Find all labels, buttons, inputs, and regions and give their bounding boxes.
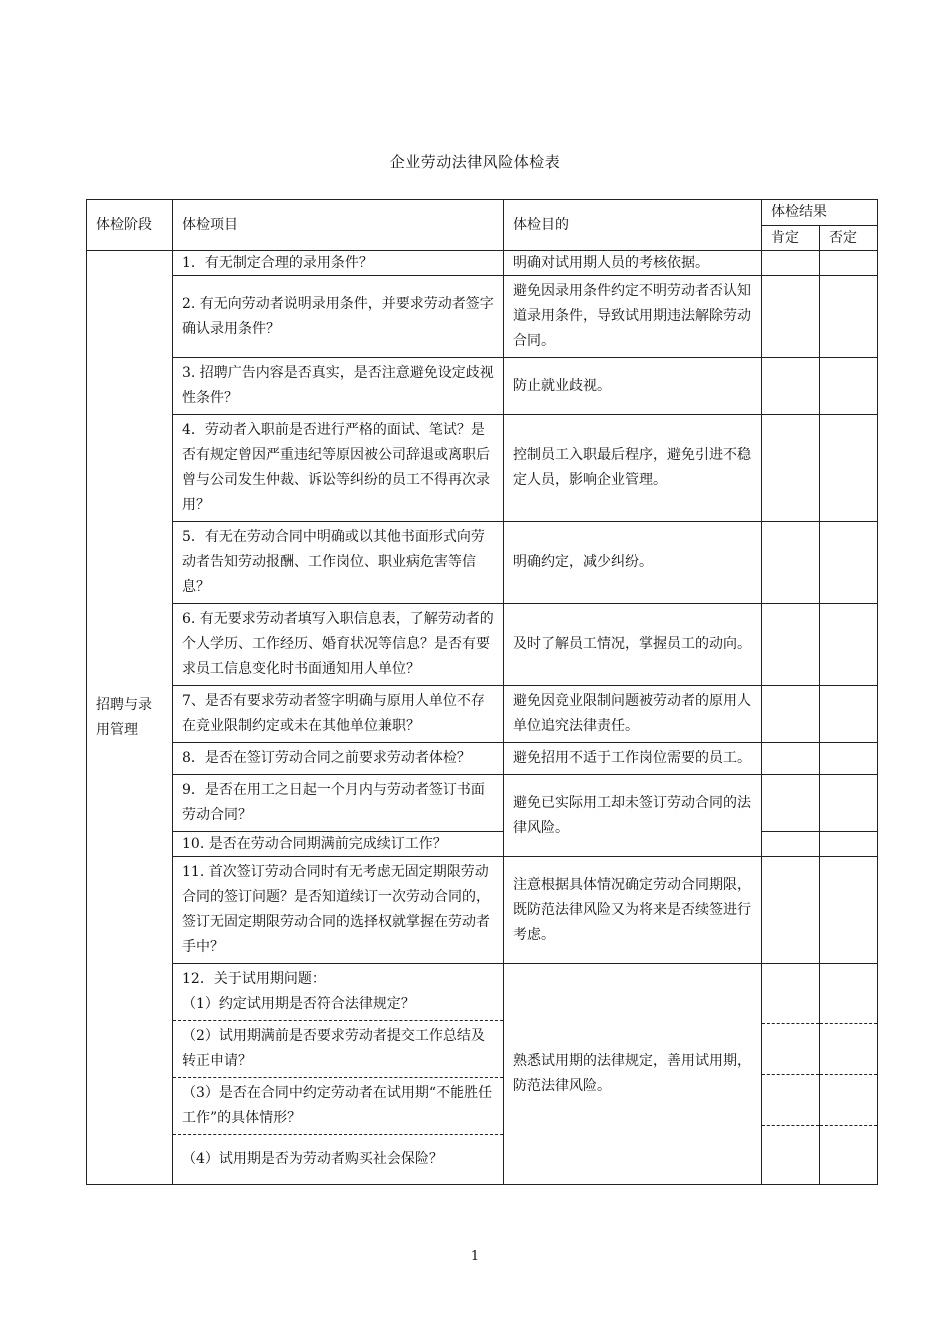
check-purpose: 避免因竞业限制问题被劳动者的原用人单位追究法律责任。 (504, 686, 762, 743)
check-purpose: 注意根据具体情况确定劳动合同期限，既防范法律风险又为将来是否续签进行考虑。 (504, 857, 762, 964)
result-yes-cell[interactable] (762, 604, 820, 686)
check-item: 2. 有无向劳动者说明录用条件，并要求劳动者签字确认录用条件？ (173, 276, 504, 358)
check-item: 5．有无在劳动合同中明确或以其他书面形式向劳动者告知劳动报酬、工作岗位、职业病危害等信息？ (173, 522, 504, 604)
result-yes-cell[interactable] (762, 251, 820, 276)
check-sub-item: （4）试用期是否为劳动者购买社会保险？ (173, 1134, 503, 1184)
check-purpose: 明确对试用期人员的考核依据。 (504, 251, 762, 276)
page-number: 1 (470, 1249, 480, 1264)
result-no-cell[interactable] (820, 964, 878, 1185)
check-item: 10. 是否在劳动合同期满前完成续订工作？ (173, 832, 504, 857)
check-purpose: 明确约定，减少纠纷。 (504, 522, 762, 604)
check-item: 9．是否在用工之日起一个月内与劳动者签订书面劳动合同？ (173, 775, 504, 832)
result-no-cell[interactable] (820, 775, 878, 832)
check-item: 1．有无制定合理的录用条件？ (173, 251, 504, 276)
result-no-cell[interactable] (820, 276, 878, 358)
check-purpose: 熟悉试用期的法律规定，善用试用期，防范法律风险。 (504, 964, 762, 1185)
check-item-heading: 12．关于试用期问题： (182, 971, 326, 987)
check-purpose: 控制员工入职最后程序，避免引进不稳定人员，影响企业管理。 (504, 415, 762, 522)
table-row (87, 276, 878, 358)
table-row (87, 522, 878, 604)
result-no-cell[interactable] (820, 251, 878, 276)
table-row (87, 251, 878, 276)
result-yes-cell[interactable] (762, 743, 820, 775)
result-yes-cell[interactable] (762, 415, 820, 522)
result-yes-cell[interactable] (762, 686, 820, 743)
table-row (87, 964, 878, 1185)
table-row (87, 604, 878, 686)
result-no-cell[interactable] (820, 857, 878, 964)
check-purpose: 避免招用不适于工作岗位需要的员工。 (504, 743, 762, 775)
table-row (87, 686, 878, 743)
result-yes-cell[interactable] (762, 857, 820, 964)
result-no-cell[interactable] (820, 522, 878, 604)
header-result: 体检结果 (762, 200, 878, 226)
check-item: 3. 招聘广告内容是否真实，是否注意避免设定歧视性条件？ (173, 358, 504, 415)
header-purpose: 体检目的 (504, 200, 762, 251)
result-yes-cell[interactable] (762, 775, 820, 832)
stage-label: 招聘与录用管理 (87, 251, 173, 1185)
result-no-cell[interactable] (820, 743, 878, 775)
check-item: 7、是否有要求劳动者签字明确与原用人单位不存在竞业限制约定或未在其他单位兼职？ (173, 686, 504, 743)
check-purpose: 防止就业歧视。 (504, 358, 762, 415)
check-sub-item: （1）约定试用期是否符合法律规定？ (182, 996, 415, 1012)
check-item: 4．劳动者入职前是否进行严格的面试、笔试？是否有规定曾因严重违纪等原因被公司辞退或离职后曾与公司发生仲裁、诉讼等纠纷的员工不得再次录用？ (173, 415, 504, 522)
header-no: 否定 (820, 225, 878, 251)
check-item: 6. 有无要求劳动者填写入职信息表，了解劳动者的个人学历、工作经历、婚育状况等信息？是否有要求员工信息变化时书面通知用人单位？ (173, 604, 504, 686)
table-row (87, 415, 878, 522)
check-purpose: 避免因录用条件约定不明劳动者否认知道录用条件，导致试用期违法解除劳动合同。 (504, 276, 762, 358)
result-yes-cell[interactable] (762, 522, 820, 604)
header-yes: 肯定 (762, 225, 820, 251)
table-row (87, 775, 878, 832)
result-no-cell[interactable] (820, 358, 878, 415)
result-no-cell[interactable] (820, 415, 878, 522)
document-title: 企业劳动法律风险体检表 (389, 153, 561, 171)
risk-check-table (86, 199, 878, 1185)
header-item: 体检项目 (173, 200, 504, 251)
header-stage: 体检阶段 (87, 200, 173, 251)
check-sub-item: （2）试用期满前是否要求劳动者提交工作总结及转正申请？ (173, 1020, 503, 1077)
table-row (87, 743, 878, 775)
check-item-group (173, 964, 504, 1185)
result-yes-cell[interactable] (762, 832, 820, 857)
result-no-cell[interactable] (820, 832, 878, 857)
result-no-cell[interactable] (820, 686, 878, 743)
check-item: 11. 首次签订劳动合同时有无考虑无固定期限劳动合同的签订问题？是否知道续订一次劳动合同的，签订无固定期限劳动合同的选择权就掌握在劳动者手中？ (173, 857, 504, 964)
table-row (87, 358, 878, 415)
result-yes-cell[interactable] (762, 358, 820, 415)
check-purpose: 避免已实际用工却未签订劳动合同的法律风险。 (504, 775, 762, 857)
check-sub-item: （3）是否在合同中约定劳动者在试用期“不能胜任工作”的具体情形？ (173, 1077, 503, 1134)
result-yes-cell[interactable] (762, 276, 820, 358)
result-yes-cell[interactable] (762, 964, 820, 1185)
table-row (87, 857, 878, 964)
check-item: 8．是否在签订劳动合同之前要求劳动者体检？ (173, 743, 504, 775)
result-no-cell[interactable] (820, 604, 878, 686)
check-purpose: 及时了解员工情况，掌握员工的动向。 (504, 604, 762, 686)
